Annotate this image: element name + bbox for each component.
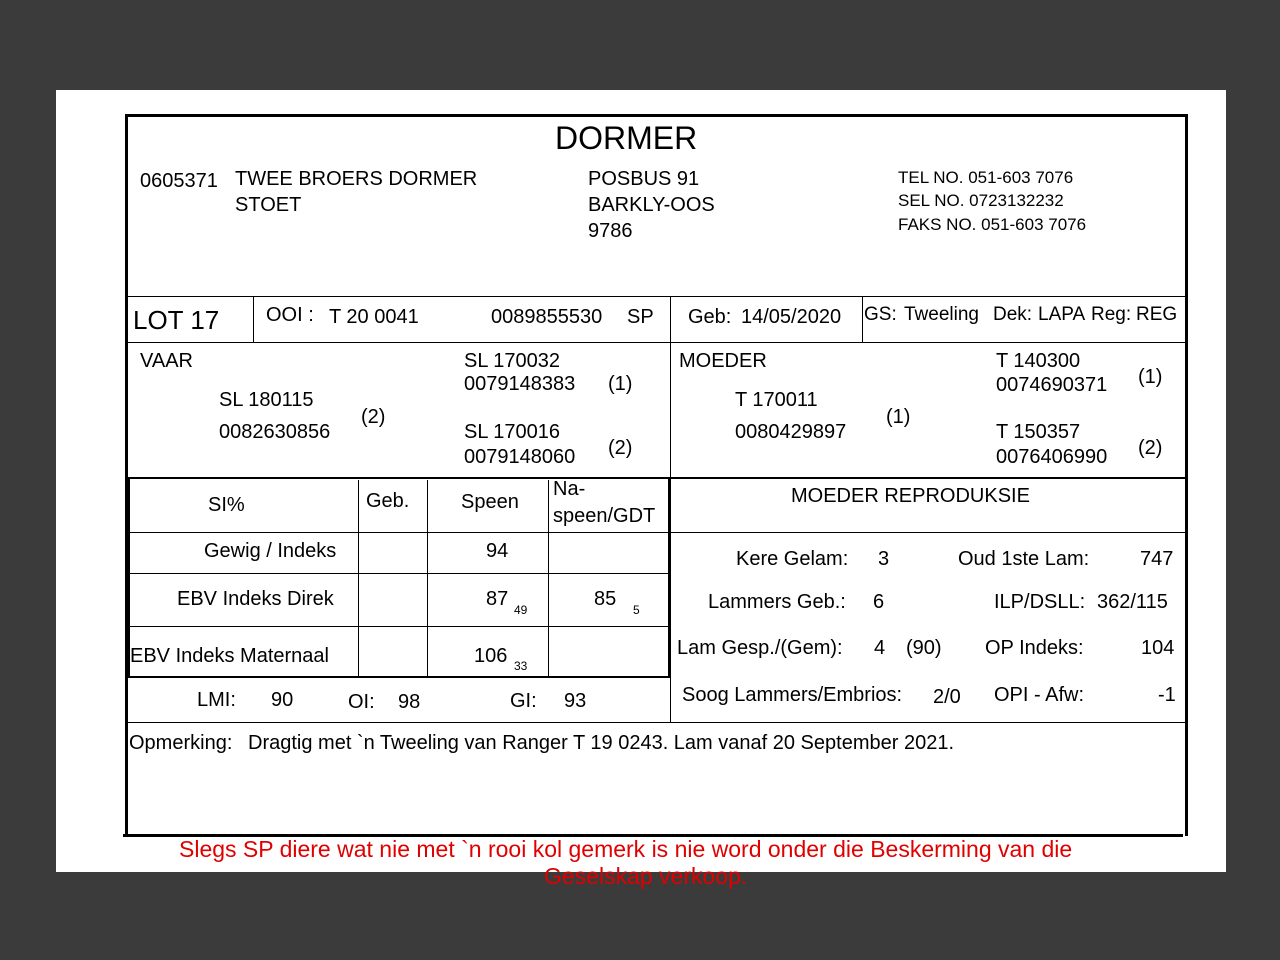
row-label-maternaal: EBV Indeks Maternaal — [130, 645, 329, 667]
ooi-tag: 0089855530 — [491, 306, 603, 328]
disclaimer-line2: Geselskap verkoop. — [544, 863, 748, 889]
gi-label: GI: — [510, 690, 537, 712]
divider-index-col2 — [427, 480, 428, 677]
frame-left — [125, 114, 128, 836]
dam-dam-mark: (2) — [1138, 437, 1163, 459]
ilp-dsll-label: ILP/DSLL: — [994, 591, 1086, 613]
reg-label: Reg: — [1091, 304, 1132, 325]
oi-label: OI: — [348, 691, 375, 713]
oud-lam-label: Oud 1ste Lam: — [958, 548, 1090, 570]
lammers-geb-label: Lammers Geb.: — [708, 591, 846, 613]
breeder-sel: SEL NO. 0723132232 — [898, 191, 1064, 210]
lam-gesp-value: 4 — [874, 637, 886, 659]
dam-tag: 0080429897 — [735, 421, 847, 443]
sire-dam-id: SL 170016 — [464, 421, 561, 443]
oud-lam-value: 747 — [1140, 548, 1174, 570]
moeder-label: MOEDER — [679, 350, 767, 372]
breeder-address-line2: BARKLY-OOS — [588, 194, 715, 216]
dam-mark: (1) — [886, 406, 911, 428]
lam-gesp-label: Lam Gesp./(Gem): — [677, 637, 843, 659]
lot-number: LOT 17 — [133, 305, 220, 335]
opi-afw-value: -1 — [1158, 684, 1176, 706]
row-direk-naspeen: 85 — [594, 588, 617, 610]
dam-dam-id: T 150357 — [996, 421, 1081, 443]
disclaimer-line1: Slegs SP diere wat nie met `n rooi kol gemerk is nie word onder die Beskerming van die — [179, 836, 1073, 862]
row-direk-speen: 87 — [486, 588, 509, 610]
divider-index-row3 — [128, 676, 671, 678]
sire-sire-mark: (1) — [608, 373, 633, 395]
sire-dam-tag: 0079148060 — [464, 446, 576, 468]
frame-top — [126, 114, 1188, 117]
sire-tag: 0082630856 — [219, 421, 331, 443]
gs-value: Tweeling — [904, 304, 979, 325]
lam-gesp-avg: (90) — [906, 637, 942, 659]
ooi-id: T 20 0041 — [329, 306, 419, 328]
breeder-faks: FAKS NO. 051-603 7076 — [898, 215, 1087, 234]
opi-afw-label: OPI - Afw: — [994, 684, 1085, 706]
oi-value: 98 — [398, 691, 421, 713]
col-header-geb: Geb. — [366, 490, 410, 512]
divider-index-col1 — [358, 480, 359, 677]
breeder-name-line1: TWEE BROERS DORMER — [235, 168, 478, 190]
dam-dam-tag: 0076406990 — [996, 446, 1108, 468]
gi-value: 93 — [564, 690, 587, 712]
kere-gelam-label: Kere Gelam: — [736, 548, 849, 570]
dam-sire-tag: 0074690371 — [996, 374, 1108, 396]
row-label-direk: EBV Indeks Direk — [177, 588, 334, 610]
gs-label: GS: — [864, 304, 897, 325]
breeder-address-line3: 9786 — [588, 220, 633, 242]
divider-pedigree-bottom — [128, 477, 1186, 479]
sire-sire-id: SL 170032 — [464, 350, 561, 372]
remark-label: Opmerking: — [129, 732, 233, 754]
reproduction-title: MOEDER REPRODUKSIE — [791, 485, 1030, 507]
row-maternaal-speen: 106 — [474, 645, 508, 667]
divider-lot-v1 — [253, 296, 254, 342]
divider-index-right-v — [668, 478, 671, 678]
col-header-naspeen-1: Na- — [553, 478, 586, 500]
breeder-address-line1: POSBUS 91 — [588, 168, 700, 190]
lmi-value: 90 — [271, 689, 294, 711]
breed-title: DORMER — [555, 120, 698, 156]
frame-right — [1185, 114, 1188, 836]
op-indeks-label: OP Indeks: — [985, 637, 1084, 659]
catalogue-card — [56, 90, 1226, 889]
sp-badge: SP — [627, 306, 654, 328]
remark-text: Dragtig met `n Tweeling van Ranger T 19 0243. Lam vanaf 20 September 2021. — [248, 732, 954, 754]
row-direk-naspeen-sub: 5 — [633, 603, 640, 617]
col-header-speen: Speen — [461, 491, 519, 513]
soog-lammers-value: 2/0 — [933, 686, 961, 708]
geb-label: Geb: — [688, 306, 732, 328]
row-gewig-speen: 94 — [486, 540, 509, 562]
sire-sire-tag: 0079148383 — [464, 373, 576, 395]
dam-sire-id: T 140300 — [996, 350, 1081, 372]
lammers-geb-value: 6 — [873, 591, 885, 613]
breeder-name-line2: STOET — [235, 194, 302, 216]
col-header-si: SI% — [208, 494, 245, 516]
dam-id: T 170011 — [735, 389, 818, 411]
op-indeks-value: 104 — [1141, 637, 1175, 659]
ooi-label: OOI : — [266, 304, 314, 326]
col-header-naspeen-2: speen/GDT — [553, 505, 656, 527]
divider-index-row2 — [128, 626, 669, 627]
divider-index-col3 — [548, 480, 549, 677]
divider-index-row1 — [128, 573, 669, 574]
divider-remark-top — [128, 722, 1186, 723]
sire-dam-mark: (2) — [608, 437, 633, 459]
dek-value: LAPA — [1038, 304, 1086, 325]
divider-lot-bottom — [128, 342, 1186, 343]
sire-id: SL 180115 — [219, 389, 314, 411]
reg-value: REG — [1136, 304, 1178, 325]
divider-index-header — [128, 532, 1186, 533]
soog-lammers-label: Soog Lammers/Embrios: — [682, 684, 903, 706]
ilp-dsll-value: 362/115 — [1097, 591, 1168, 613]
vaar-label: VAAR — [140, 350, 193, 372]
row-maternaal-speen-sub: 33 — [514, 659, 528, 673]
kere-gelam-value: 3 — [878, 548, 890, 570]
row-label-gewig: Gewig / Indeks — [204, 540, 337, 562]
breeder-tel: TEL NO. 051-603 7076 — [898, 168, 1074, 187]
row-direk-speen-sub: 49 — [514, 603, 528, 617]
dam-sire-mark: (1) — [1138, 366, 1163, 388]
geb-date: 14/05/2020 — [741, 306, 842, 328]
sire-mark: (2) — [361, 406, 386, 428]
breeder-number: 0605371 — [140, 170, 218, 192]
lmi-label: LMI: — [197, 689, 236, 711]
dek-label: Dek: — [993, 304, 1033, 325]
divider-lot-v3 — [862, 296, 863, 342]
divider-lot-top — [128, 296, 1186, 297]
